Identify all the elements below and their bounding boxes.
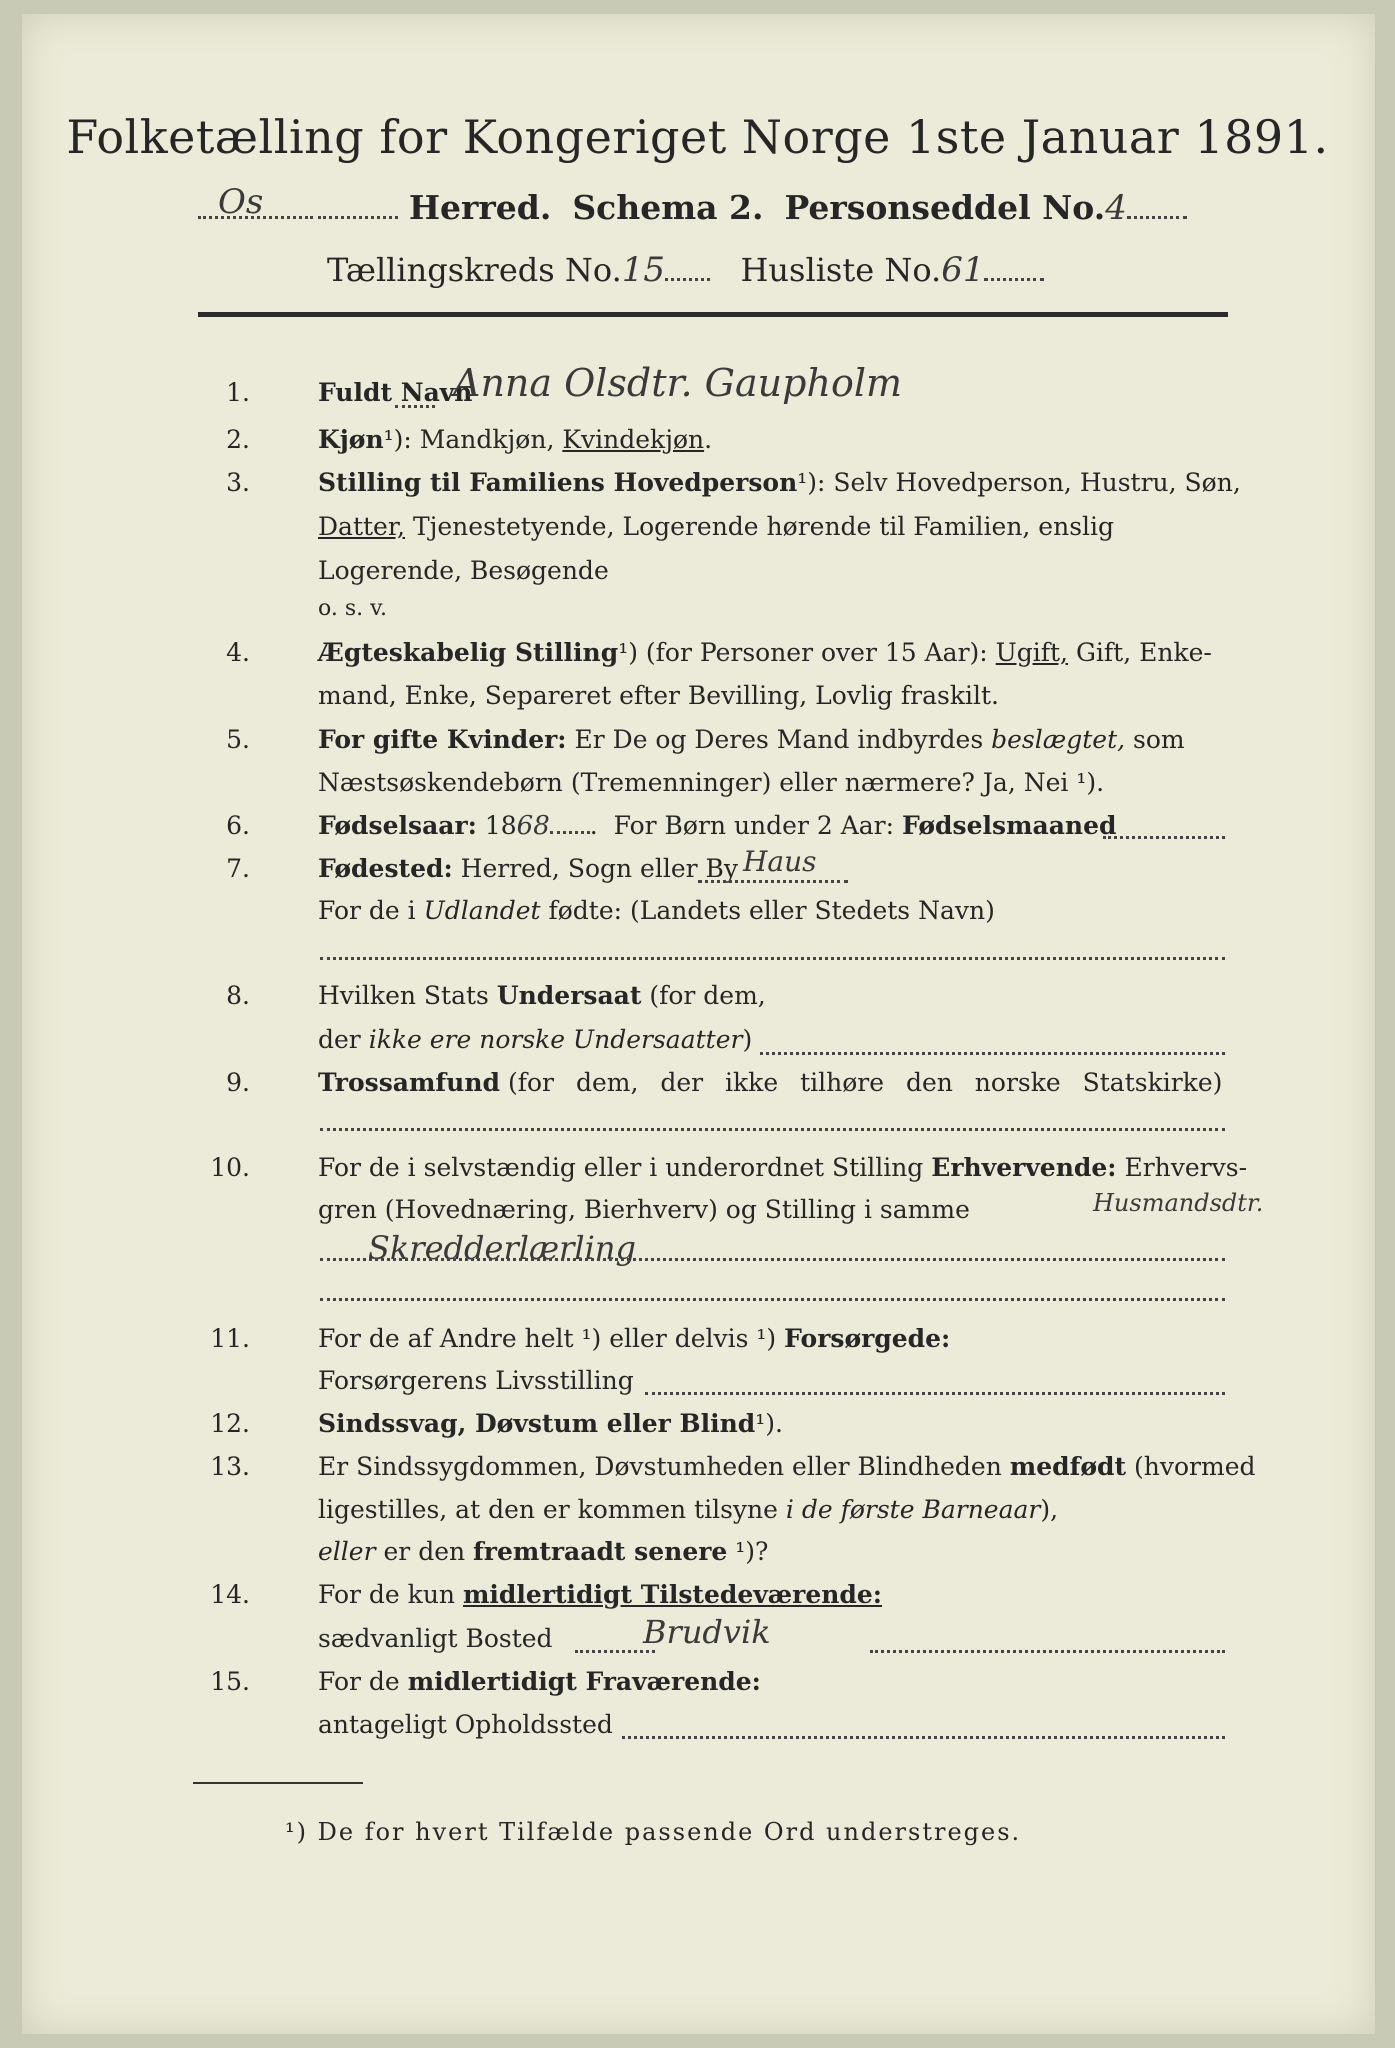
item-number: 6. [226,811,250,840]
dotted-line [645,1392,1225,1395]
selected-option: Kvindekjøn [562,425,705,454]
item-13-italic-2: eller [318,1537,376,1566]
item-7-text-2a: For de i [318,896,416,925]
item-9-label: Trossamfund [318,1068,501,1097]
personseddel-value: 4 [1105,188,1127,228]
item-5-end: som [1133,725,1185,754]
item-13-text: Er Sindssygdommen, Døvstumheden eller Blindheden [318,1452,1002,1481]
dotted-line [1103,836,1225,839]
item-8-label: Undersaat [496,981,642,1010]
dotted-line [698,880,848,883]
dotted-line [320,1298,1225,1301]
personseddel-label: Personseddel No. [784,188,1106,227]
item-3-text: ¹): Selv Hovedperson, Hustru, Søn, [797,468,1241,497]
form-title: Folketælling for Kongeriget Norge 1ste Januar 1891. [66,110,1329,164]
dotted-line [622,1736,1225,1739]
item-2-text: ): Mandkjøn, [393,425,555,454]
item-8-text-2a: der [318,1025,361,1054]
item-7-text: Herred, Sogn eller By [460,854,739,883]
dotted-line [320,1258,1225,1261]
item-5-text-2: Næstsøskendebørn (Tremenninger) eller nærmere? Ja, Nei ¹). [318,768,1105,797]
item-number: 9. [226,1068,250,1097]
item-number: 2. [226,425,250,454]
item-3-label: Stilling til Familiens Hovedperson [318,468,798,497]
item-4-text: ¹) (for Personer over 15 Aar): [618,638,988,667]
item-7-text-2b: fødte: (Landets eller Stedets Navn) [548,896,995,925]
residence-value: Brudvik [643,1613,771,1651]
item-8-text-b: (for dem, [649,981,766,1010]
kreds-line [327,250,1044,290]
husliste-label: Husliste No. [740,251,942,289]
item-8-text-2b: ) [742,1025,753,1054]
item-11-text-2: Forsørgerens Livsstilling [318,1366,634,1395]
item-11-label: Forsørgede: [784,1324,951,1353]
item-number: 5. [226,725,250,754]
item-7-italic: Udlandet [423,896,541,925]
herred-label: Herred. [408,188,552,227]
item-15-text-2: antageligt Opholdssted [318,1710,613,1739]
item-10-text-b: Erhvervs- [1124,1153,1248,1182]
item-15-label: midlertidigt Fraværende: [407,1667,761,1696]
item-13-text-b: (hvormed [1134,1452,1256,1481]
dotted-line [395,405,435,408]
dotted-line [320,957,1225,960]
item-number: 3. [226,468,250,497]
item-3-text-4: o. s. v. [318,596,387,621]
birthplace-value: Haus [743,845,817,878]
item-14-text: For de kun [318,1580,456,1609]
item-5-italic: beslægtet, [991,725,1126,754]
item-13-text-2b: ), [1040,1495,1059,1524]
herred-line [198,182,1187,228]
husliste-value: 61 [941,250,985,290]
kreds-value: 15 [621,250,665,290]
item-13-text-2a: ligestilles, at den er kommen tilsyne [318,1495,778,1524]
item-15-text: For de [318,1667,400,1696]
item-13-italic: i de første Barneaar [785,1495,1041,1524]
item-2-end: . [704,425,713,454]
full-name-value: Anna Olsdtr. Gaupholm [453,361,903,405]
item-number: 4. [226,638,250,667]
item-11-text: For de af Andre helt ¹) eller delvis ¹) [318,1324,777,1353]
item-7-label: Fødested: [318,854,453,883]
herred-value: Os [218,182,264,222]
item-1-label: Fuldt Navn [318,378,473,407]
footnote: ¹) De for hvert Tilfælde passende Ord understreges. [285,1818,1022,1846]
item-number: 10. [210,1153,250,1182]
kreds-label: Tællingskreds No. [327,251,622,289]
item-number: 12. [210,1409,250,1438]
item-5-label: For gifte Kvinder: [318,725,567,754]
item-14-label: midlertidigt Tilstedeværende: [462,1580,883,1609]
item-5-text: Er De og Deres Mand indbyrdes [574,725,984,754]
occupation-value-1: Husmandsdtr. [1093,1189,1264,1217]
item-12-label: Sindssvag, Døvstum eller Blind [318,1409,756,1438]
birth-year-value: 68 [516,811,550,841]
footnote-mark: ¹ [383,425,394,454]
item-4-label: Ægteskabelig Stilling [318,638,619,667]
selected-option: Ugift, [995,638,1068,667]
item-12-text: ¹). [755,1409,784,1438]
item-6-text: For Børn under 2 Aar: [613,811,895,840]
item-number: 8. [226,981,250,1010]
item-2-label: Kjøn [318,425,384,454]
form-sheet [22,14,1375,2034]
item-number: 7. [226,854,250,883]
item-14-text-2: sædvanligt Bosted [318,1624,553,1653]
item-8-text: Hvilken Stats [318,981,489,1010]
item-10-text-2: gren (Hovednæring, Bierhverv) og Stilling i samme [318,1195,970,1224]
selected-option: Datter, [318,512,405,541]
item-4-text-2: mand, Enke, Separeret efter Bevilling, Lovlig fraskilt. [318,681,999,710]
dotted-line [870,1650,1225,1653]
item-number: 13. [210,1452,250,1481]
header-divider [198,312,1228,317]
item-10-label: Erhvervende: [931,1153,1117,1182]
dotted-line [760,1052,1225,1055]
footnote-divider [193,1782,363,1784]
item-3-text-3: Logerende, Besøgende [318,556,609,585]
item-number: 1. [226,378,250,407]
occupation-value-2: Skredderlærling [368,1229,636,1267]
item-6-label: Fødselsaar: [318,811,477,840]
item-13-text-3a: er den [383,1537,466,1566]
schema-label: Schema 2. [572,188,764,227]
item-13-label: medfødt [1009,1452,1127,1481]
item-13-bold: fremtraadt senere [473,1537,728,1566]
item-number: 11. [210,1324,250,1353]
year-prefix: 18 [484,811,517,840]
item-10-text: For de i selvstændig eller i underordnet Stilling [318,1153,924,1182]
item-4-end: Gift, Enke- [1075,638,1212,667]
dotted-line [320,1128,1225,1131]
item-8-italic: ikke ere norske Undersaatter [368,1025,743,1054]
item-9-text: (for dem, der ikke tilhøre den norske Statskirke) [507,1068,1223,1097]
item-6-bold: Fødselsmaaned [901,811,1117,840]
dotted-line [575,1650,655,1653]
item-13-text-3b: ¹)? [735,1537,769,1566]
item-number: 14. [210,1580,250,1609]
item-number: 15. [210,1667,250,1696]
item-3-text-2: Tjenestetyende, Logerende hørende til Familien, enslig [412,512,1115,541]
